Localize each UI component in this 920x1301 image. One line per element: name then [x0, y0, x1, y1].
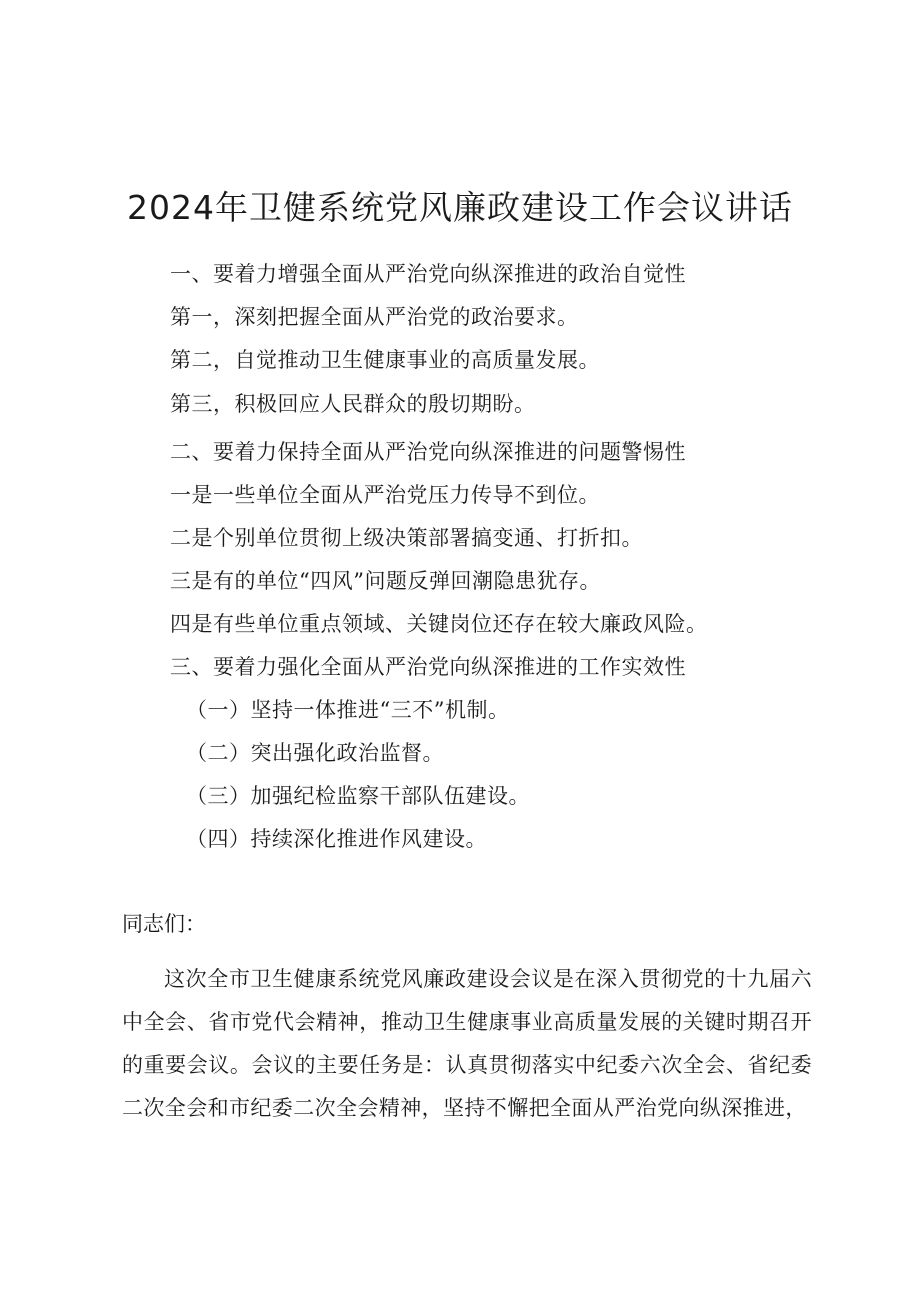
document-title: 2024年卫健系统党风廉政建设工作会议讲话 [127, 188, 793, 228]
salutation: 同志们： [122, 912, 206, 936]
body-paragraph: 这次全市卫生健康系统党风廉政建设会议是在深入贯彻党的十九届六中全会、省市党代会精神，推动卫生健康事业高质量发展的关键时期召开的重要会议。会议的主要任务是：认真贯彻落实中纪委六次全会、省纪委二次全会和市纪委二次全会精神，坚持不懈把全面从严治党向纵深推进， [122, 967, 812, 1120]
outline-item: （一）坚持一体推进“三不”机制。 [186, 698, 510, 722]
outline-item: 第一，深刻把握全面从严治党的政治要求。 [170, 305, 579, 329]
outline-item: 第三，积极回应人民群众的殷切期盼。 [170, 392, 536, 416]
outline-item: 三是有的单位“四风”问题反弹回潮隐患犹存。 [170, 569, 601, 593]
outline-item: 第二，自觉推动卫生健康事业的高质量发展。 [170, 348, 600, 372]
outline-heading-1: 一、要着力增强全面从严治党向纵深推进的政治自觉性 [170, 262, 686, 286]
outline-item: （四）持续深化推进作风建设。 [186, 827, 487, 851]
outline-item: （三）加强纪检监察干部队伍建设。 [186, 784, 530, 808]
outline-item: 一是一些单位全面从严治党压力传导不到位。 [170, 483, 600, 507]
outline-item: （二）突出强化政治监督。 [186, 741, 444, 765]
outline-item: 二是个别单位贯彻上级决策部署搞变通、打折扣。 [170, 526, 643, 550]
outline-heading-2: 二、要着力保持全面从严治党向纵深推进的问题警惕性 [170, 440, 686, 464]
outline-heading-3: 三、要着力强化全面从严治党向纵深推进的工作实效性 [170, 655, 686, 679]
outline-item: 四是有些单位重点领域、关键岗位还存在较大廉政风险。 [170, 612, 708, 636]
